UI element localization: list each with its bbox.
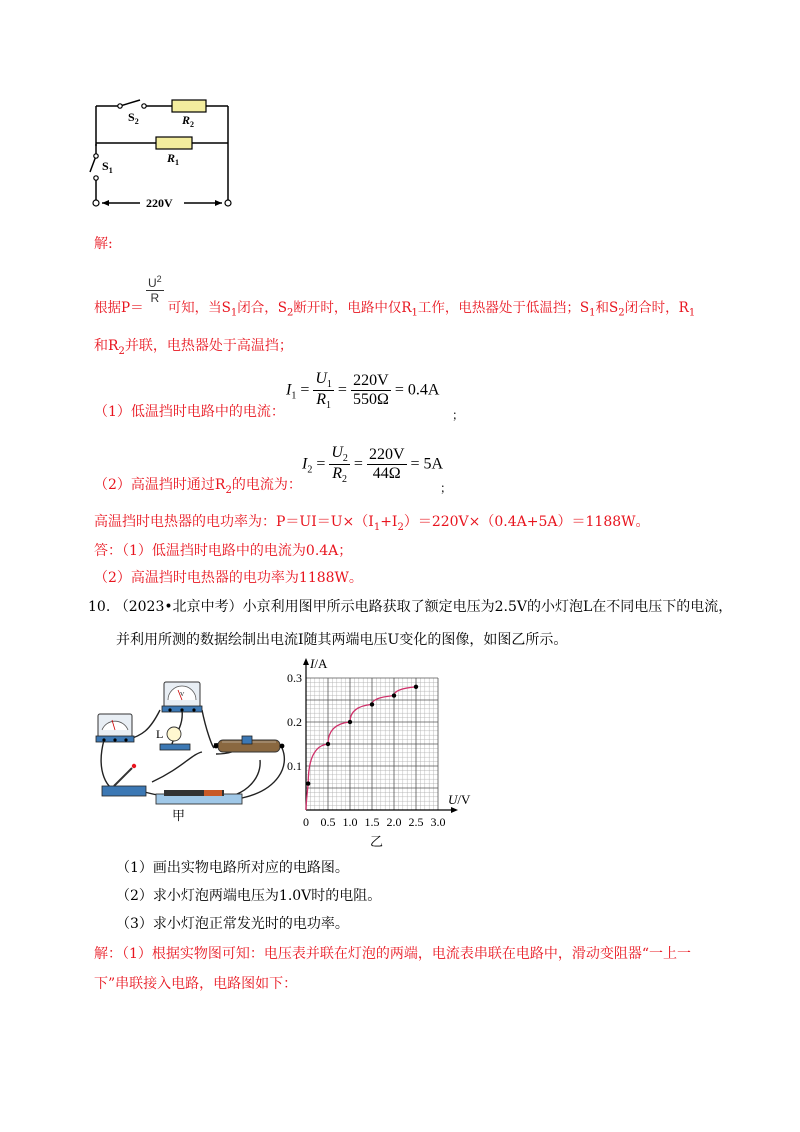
data-point (392, 693, 396, 697)
step2-end: ； (440, 481, 453, 495)
svg-text:L: L (156, 727, 164, 741)
voltmeter (162, 682, 202, 712)
power-line: 高温挡时电热器的电功率为：$P=UI=U\times(I_1+I_2)=220V\times(0.4A+5A)=1188W$。 (94, 514, 650, 533)
y-axis-arrow (303, 658, 309, 665)
step2-label: （2）高温挡时通过$R_2$的电流为： (94, 477, 302, 496)
step2-equation: $I_2$ = $\frac{U_2}{R_2}$ = $\frac{220V}{44\Omega}$ = 5A (302, 444, 444, 486)
s1-label: $S_1$ (102, 159, 113, 175)
data-point (370, 702, 374, 706)
sub-question-3: （3）求小灯泡正常发光时的电功率。 (116, 916, 349, 932)
x-tick-label: 1.5 (364, 815, 380, 829)
r2-label: $R_2$ (182, 113, 195, 129)
svg-text:V: V (180, 692, 185, 698)
r1-label: $R_1$ (167, 151, 180, 167)
x-tick-label: 3.0 (430, 815, 446, 829)
solution-label: 解: (94, 236, 113, 252)
x-tick-label: 2.5 (408, 815, 424, 829)
x-axis-arrow (451, 807, 458, 813)
question-10-line-2: 并利用所测的数据绘制出电流I随其两端电压U变化的图像，如图乙所示。 (116, 632, 568, 648)
solution-10-line-1: 解：（1）根据实物图可知：电压表并联在灯泡的两端，电流表串联在电路中，滑动变阻器“一上一 (94, 946, 692, 962)
battery (156, 790, 242, 804)
s2-label: $S_2$ (128, 110, 139, 126)
physical-circuit-figure (92, 670, 302, 830)
solution-10-line-2: 下”串联接入电路，电路图如下： (94, 976, 298, 992)
data-point (414, 685, 418, 689)
y-tick-label: 0.1 (287, 759, 302, 773)
sub-question-2: （2）求小灯泡两端电压为1.0V时的电阻。 (116, 888, 382, 904)
question-10-line-1: 10. （2023•北京中考）小京利用图甲所示电路获取了额定电压为2.5V的小灯泡L在不同电压下的电流， (88, 599, 733, 615)
x-tick-label: 0.5 (320, 815, 336, 829)
data-point (326, 742, 330, 746)
iv-chart (278, 654, 478, 850)
circuit-diagram-1 (80, 88, 250, 218)
solution-line-2: 和$R_2$并联，电热器处于高温挡； (94, 338, 293, 357)
answer-line-1: 答：（1）低温挡时电路中的电流为0.4A； (94, 543, 353, 559)
x-tick-label: 2.0 (386, 815, 402, 829)
power-formula-fraction: $U^2$ R (148, 274, 162, 305)
y-tick-label: 0.3 (287, 671, 302, 685)
ammeter (96, 714, 134, 742)
step1-end: ； (452, 408, 465, 422)
sub-question-1: （1）画出实物电路所对应的电路图。 (116, 860, 349, 876)
switch (102, 764, 146, 796)
answer-line-2: （2）高温挡时电热器的电功率为1188W。 (94, 570, 363, 586)
step1-equation: $I_1$ = $\frac{U_1}{R_1}$ = $\frac{220V}{550\Omega}$ = 0.4A (286, 370, 440, 412)
x-axis-label: U/V (448, 792, 471, 807)
x-tick-label: 0 (303, 815, 309, 829)
figure-jia-label: 甲 (172, 808, 186, 823)
x-tick-label: 1.0 (342, 815, 358, 829)
bulb-l (156, 727, 190, 750)
figure-yi-label: 乙 (370, 834, 384, 849)
solution-line-1: 根据P＝ 可知，当$S_1$闭合，$S_2$断开时，电路中仅$R_1$工作，电热器处于低温挡；$S_1$和$S_2$闭合时，$R_1$ (94, 300, 696, 319)
y-tick-label: 0.2 (287, 715, 302, 729)
step1-label: （1）低温挡时电路中的电流： (94, 404, 285, 420)
y-axis-label: I/A (310, 656, 328, 671)
voltage-label: 220V (146, 196, 173, 210)
data-point (348, 720, 352, 724)
rheostat (214, 736, 285, 752)
data-point (306, 781, 310, 785)
